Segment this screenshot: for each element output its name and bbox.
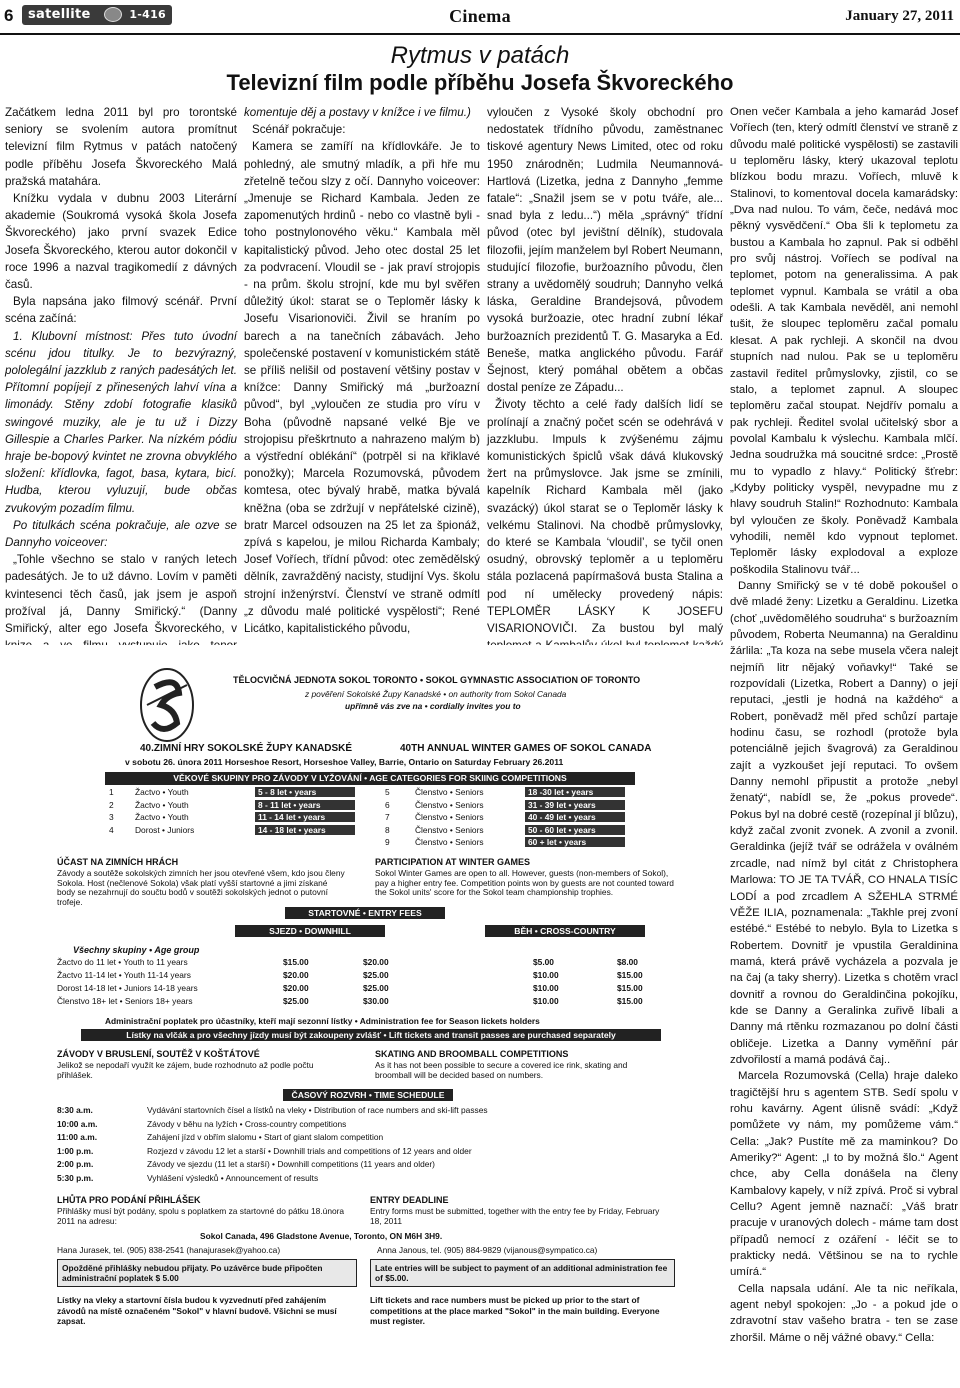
header-rule <box>0 33 960 35</box>
paragraph: Byla napsána jako filmový scénář. První scéna začíná: <box>5 295 237 326</box>
poster-event-when: v sobotu 26. února 2011 Horseshoe Resort, Horseshoe Valley, Barrie, Ontario on Saturday February 26.2011 <box>125 757 564 767</box>
skating-en-text: As it has not been possible to secure a covered ice rink, skating and broomball will be decided based on numbers. <box>375 1060 628 1080</box>
age-row-group: Členstvo • Seniors <box>415 837 484 847</box>
schedule-bar: ČASOVÝ ROZVRH • TIME SCHEDULE <box>283 1089 453 1101</box>
age-row-range: 40 - 49 let • years <box>525 812 625 822</box>
deadline-en-title: ENTRY DEADLINE <box>370 1195 449 1205</box>
schedule-event: Zahájení jízd v obřím slalomu • Start of giant slalom competition <box>147 1132 384 1142</box>
age-row-num: 6 <box>385 799 390 810</box>
section-title: Cinema <box>449 6 511 26</box>
paragraph: Začátkem ledna 2011 byl pro torontské seniory se svolením autora promítnut televizní film Rytmus v patách natočený podle příběhu Josefa Škvoreckého Malá pražská matahára. <box>5 106 237 188</box>
fee-row-amount: $15.00 <box>617 970 643 980</box>
fee-row-amount: $5.00 <box>533 957 554 967</box>
age-row-group: Žactvo • Youth <box>135 812 189 822</box>
issue-date: January 27, 2011 <box>845 8 954 24</box>
age-categories-bar: VĚKOVÉ SKUPINY PRO ZÁVODY V LYŽOVÁNÍ • AGE CATEGORIES FOR SKIING COMPETITIONS <box>105 772 635 785</box>
age-row-num: 1 <box>109 787 114 797</box>
schedule-event: Závody v běhu na lyžích • Cross-country competitions <box>147 1118 347 1129</box>
admin-fee: Administrační poplatek pro účastníky, kteří mají sezonní lístky • Administration fee for Season lickets holders <box>105 1016 540 1026</box>
age-row-range: 14 - 18 let • years <box>255 825 355 835</box>
paragraph: Knížku vydala v dubnu 2003 Literární akademie (Soukromá vysoká škola Josefa Škvoreckého) jako první svazek Edice Josefa Škvoreckého, kterou autor dokončil v roce 1996 a nazval tragikomedií z dávných časů. <box>5 192 237 292</box>
fee-table <box>57 957 677 1011</box>
age-row-num: 2 <box>109 799 114 810</box>
late-entry-en: Late entries will be subject to payment of an additional administration fee of $5.00. <box>375 1263 668 1283</box>
age-row-num: 9 <box>385 837 390 847</box>
schedule-time: 8:30 a.m. <box>57 1105 93 1115</box>
article-subtitle: Televizní film podle příběhu Josefa Škvoreckého <box>226 70 734 95</box>
schedule-table <box>57 1105 677 1189</box>
age-row-group: Žactvo • Youth <box>135 787 189 797</box>
paragraph: komentuje děj a postavy v knížce i ve filmu.) <box>244 106 471 119</box>
article-column-2 <box>244 104 480 637</box>
schedule-event: Vydávání startovních čísel a lístků na vleky • Distribution of race numbers and ski-lift passes <box>147 1105 488 1115</box>
lift-tickets-bar: Lístky na vlčák a pro všechny jízdy musí být zakoupeny zvlášť • Lift tickets and transit passes are purchased separately <box>81 1029 661 1041</box>
poster-event-en: 40TH ANNUAL WINTER GAMES OF SOKOL CANADA <box>400 743 652 754</box>
age-row-num: 8 <box>385 824 390 835</box>
participation-text: Sokol Winter Games are open to all. However, guests (non-members of Sokol), pay a higher entry fee. Competition points won by guests are not counted toward the Sokol units' score for the Sokol team championship trophies. <box>375 868 674 898</box>
ucast-text: Závody a soutěže sokolských zimních her jsou otevřené všem, kdo jsou členy Sokola. Host (nečlenové Sokola) však platí vyšší startovné a jimi získané body se nezahrnují do součtu bodů v soutěži sokolských jednot o putovní trofeje. <box>57 868 345 907</box>
fee-row-amount: $15.00 <box>617 983 643 993</box>
deadline-cz-title: LHŮTA PRO PODÁNÍ PŘIHLÁŠEK <box>57 1195 201 1205</box>
schedule-time: 5:30 p.m. <box>57 1172 94 1183</box>
contact-2: Anna Janous, tel. (905) 884-9829 (vijanous@sympatico.ca) <box>377 1245 598 1255</box>
bottom-note-cz: Lístky na vleky a startovní čísla budou k vyzvednutí před zahájením závodů na místě označeném "Sokol" v hlavní budově. Všichni se musí zapsat. <box>57 1295 337 1326</box>
fee-row-amount: $20.00 <box>283 970 309 980</box>
paragraph: „Tohle všechno se stalo v raných letech padesátých. Je to už dávno. Lovím v paměti kvintesenci těch časů, jak jsem je aspoň prožíval já, Danny Smiřický.“ (Danny Smiřický, alter ego Josefa Škvoreckého, v <box>5 553 237 636</box>
fee-row-amount: $10.00 <box>533 983 559 993</box>
page-number: 6 <box>4 6 14 25</box>
page-header <box>0 0 960 36</box>
paragraph: Onen večer Kambala a jeho kamarád Josef Voříech (ten, který odmítl členství ve straně z důvodu malé politické vyspělosti) se zastavili u teploměru lásky, který ukazoval teplotu blízkou bodu mrazu. Voříech, mluvě k Stalinovi, to komentoval docela kamarádsky: „Dva nad nulou. To vám, čeče, nedává moc pěkný vysvědčení.“ Oba šli k teplometu za bustou a Kambala ho zapnul. Pak si odběhl pro svůj nástroj. Voříech se podíval na teplomet, potom na generalissima. A pak teplomet vypnul. Kambala se vrátil a oba odešli. A tak Kambala nevěděl, ani nemohl tušit, že sloupec teploměru začal pomalu klesat. A pak rychleji. A skončil na dvou stupních nad nulou. Pak se u teploměru zastavil ředitel průmyslovky, zjistil, co se stalo, a teplomet zapnul. A sloupec teploměru začal stoupat. Nejdřív pomalu a pak rychleji. Ředitel svolal učitelský sbor a povolal Kambalu k výslechu. Kambala mlčí. Jedna soudružka má soucitné srdce: „Prostě mu to vypadlo z hlavy.“ Politický šťrebr: „Kdyby politicky vyspěl, nevypadne mu z hlavy soudruh Stalin!“ Rozhodnuto: Kambala byl vyloučen ze školy. Poněvadž Kambala vyhodili, neměl kdo vypnout teplomet. Teploměr lásky explodoval a exploze poškodila Stalinovu tvář... <box>730 106 958 576</box>
age-row-range: 31 - 39 let • years <box>525 800 625 810</box>
age-row-group: Dorost • Juniors <box>135 824 195 835</box>
cross-country-bar: BĚH • CROSS-COUNTRY <box>485 925 645 937</box>
logo-text: satellite <box>28 7 91 22</box>
bottom-note-en: Lift tickets and race numbers must be picked up prior to the start of competitions at the place marked "Sokol" in the main building. Everyone must register. <box>370 1295 660 1326</box>
age-row-range: 18 -30 let • years <box>525 787 625 797</box>
article-headline <box>0 42 960 96</box>
fee-row-label: Žactvo 11-14 let • Youth 11-14 years <box>57 970 191 980</box>
paragraph: Kamera se zamíří na křídlovkáře. Je to pohledný, ale smutný mladík, a při hře mu zřetelně tečou slzy z očí. Dannyho voiceover: „Jmenuje se Richard Kambala. Jeden ze zapomenutých hrdinů - nebo co vlastně byli - toho postnylonového věku.“ Kambala měl kapitalistický původ. Jeho otec dostal 25 let za podvracení. Vloudil se - jak praví strojopis - na prům. školu strojní, kde mu byl svěřen důležitý úkol: starat se o Teploměr lásky k Josefu Visarionoviči. Živil se hraním po barech a na tanečních zábavách. Jeho společenské postavení v komunistickém státě se příliš nelišil od postavení většiny postav v knížce: Danny Smiřický má „buržoazní původ“, byl „vyloučen ze studia pro víru v Boha (původně napsané velké Bje ve strojopisu přeškrtnuto a nahrazeno malým b) a výstřední oblékání“ (potrpěl si na křiklavé ponožky); Marcela Rozumovská, původem komtesa, otec bývalý hrabě, matka bývalá kněžna (oba se zdržují v nepřátelské cizině), bratr Marcel odsouzen na 25 let za špionáž, zpívá s kapelou, je milou Richarda Kambaly; Josef Voříech, třídní původ: otec zemědělský dělník, zavražděný nacisty, studijní Vys. školu strojní inženýrství. Členství ve straně odmítl „z důvodu malé politické vyspělosti“; René Licátko, kapitalistického původu, <box>244 140 480 636</box>
fee-row-amount: $30.00 <box>363 996 389 1006</box>
age-group-label: Všechny skupiny • Age group <box>73 945 200 955</box>
age-row-group: Členstvo • Seniors <box>415 787 484 797</box>
skating-cz-title: ZÁVODY V BRUSLENÍ, SOUTĚŽ V KOŠTÁTOVÉ <box>57 1049 260 1059</box>
age-table <box>105 787 635 851</box>
paragraph: 1. Klubovní místnost: Přes tuto úvodní scénu jdou titulky. Je to bezvýrazný, pololegální jazzklub z raných padesátých let. Přítomní popíjejí z přinesených lahví vína a limonády. Stěny zdobí fotografie klasiků swingové muziky, ale je tu už i Dizzy Gillespie a Charles Parker. Na nízkém pódiu hraje be-bopový kvintet ne zrovna obvyklého složení: křídlovka, fagot, basa, kytara, bicí. Hudba, kterou vyluzují, bude občas zvukovým pozadím filmu. <box>5 329 237 515</box>
fee-row-label: Žactvo do 11 let • Youth to 11 years <box>57 957 188 967</box>
schedule-event: Vyhlášení výsledků • Announcement of results <box>147 1172 319 1183</box>
fee-row-amount: $20.00 <box>363 957 389 967</box>
age-row-range: 60 + let • years <box>525 837 625 847</box>
article-title: Rytmus v patách <box>390 42 570 69</box>
age-row-range: 5 - 8 let • years <box>255 787 355 797</box>
deadline-en-text: Entry forms must be submitted, together with the entry fee by Friday, February 18, 2011 <box>370 1206 660 1226</box>
fee-row-label: Členstvo 18+ let • Seniors 18+ years <box>57 996 193 1006</box>
age-row-group: Žactvo • Youth <box>135 799 189 810</box>
downhill-bar: SJEZD • DOWNHILL <box>235 925 385 937</box>
participation-title: PARTICIPATION AT WINTER GAMES <box>375 857 530 867</box>
fee-row-label: Dorost 14-18 let • Juniors 14-18 years <box>57 983 198 993</box>
sokol-logo <box>137 665 197 745</box>
age-row-num: 4 <box>109 824 114 835</box>
fee-row-amount: $8.00 <box>617 957 638 967</box>
poster-event-cz: 40.ZIMNÍ HRY SOKOLSKÉ ŽUPY KANADSKÉ <box>140 743 353 754</box>
entry-fees-bar: STARTOVNÉ • ENTRY FEES <box>285 907 445 919</box>
article-column-4 <box>730 104 958 1346</box>
paragraph: Marcela Rozumovská (Cella) hraje daleko tragičtější hru s agentem STB. Sedí spolu v rohu kavárny. Agent úlisně svádí: „Když pomůžete vy nám, my pomůžeme vám.“ Cella: „Jak? Pustíte mě za maminkou? Do Ameriky?“ Agent: „I to by možná šlo.“ Agent chce, aby Cella donášela na členy Kambalovy kapely, v níž zpívá. Proč si vybral Cellu? Agent jemně naznačí: „Váš bratr pracuje v uranových dolech - máme tam dost případů nemocí z ozáření - léčit se to prakticky nedá. Většinou se na to rychle umírá.“ <box>730 1070 958 1279</box>
deadline-cz-text: Přihlášky musí být podány, spolu s poplatkem za startovné do pátku 18.února 2011 na adresu: <box>57 1206 345 1226</box>
logo-issue: 1-416 <box>129 8 166 21</box>
paragraph: Danny Smiřický se v té době pokoušel o dvě mladé ženy: Lizetku a Geraldinu. Lizetka (choť „uvědomělého soudruha“ s buržoazním původem, Roberta Neumanna) na Geraldinu žárlila: „Ta koza na sebe musela včera nalejt nejmíň litr nějaký voňavky!“ Také se rozpovídali (Lizetka, Robert a Danny) o její reputaci, „jestli je hodná na každého“ a Robert, poněvadž měl před schůzí partaje hodinu času, se rozhodl (protože byla potenciálně jejich švagrová) za Geraldinou zajít a vyzkoušet její reputaci. To ovšem Danny nemohl připustit a protože „nebyl ženatý“, nabídl se, že „pokus provede“. Pokus byl na dobré cestě (rozepínal jí blůzu), když začal zvonit zvonek. A zvonil a zvonil. Geraldinka (jejíž tvář se odrážela v oválném zrcadle, nad nímž byl citát z Christophera Marlowa: TO JE TA TVÁŘ, CO HNALA TISÍC LODÍ a pod zrcadlem A SŽEHLA STRMÉ VĚŽE ILIA, poznamenala: „Takhle prej zvoní estébé.“ Estébé to nebylo. Byla to Lizetka s Robertem. Dovnitř je vpustila Geraldinina mamá, která právě vycházela a pozvala je na čaj (a taky sherry). Lizetka s chotěm vracl dovnitř a rovnou do Geraldinčina pokojíku, kde se Danny a Geralinka zuřivě líbali a Danny má rtěnku rozmazanou po dolní části obličeje. Lizetka a Danny vyměňní pár zdvořilostí a mamá podává čaj.. <box>730 579 958 1066</box>
age-row-group: Členstvo • Seniors <box>415 824 484 835</box>
poster-org: TĚLOCVIČNÁ JEDNOTA SOKOL TORONTO • SOKOL GYMNASTIC ASSOCIATION OF TORONTO <box>233 675 641 685</box>
paragraph: vyloučen z Vysoké školy obchodní pro nedostatek třídního původu, zaměstnanec tiskové agentury News Limited, otec od roku 1950 znárodněn; Ludmila Neumannová-Hartlová (Lizetka, jedna z Dannyho „femme fatale“: „Snažil jsem se v potu tváře, ale... snad byla z ledu...“) měla „správný“ třídní původ (otec byl jevištní dělník), studovala filozofii, jejím manželem byl Robert Neumann, studující filozofie, buržoazního původu, člen strany a uvědomělý soudruh; Dannyho velká láska, Geraldine Brandejsová, původem vysoká buržoazie, otec hradní zubní lékař buržoazních prezidentů T. G. Masaryka a Ed. Beneše, matka anglického původu. Farář Šejnost, který pomáhal obětem a občas dostal peníze ze Západu... <box>487 106 723 395</box>
age-row-num: 5 <box>385 787 390 797</box>
schedule-event: Závody ve sjezdu (11 let a starší) • Downhill competitions (11 years and older) <box>147 1159 435 1169</box>
schedule-time: 2:00 p.m. <box>57 1159 94 1169</box>
fee-row-amount: $25.00 <box>363 983 389 993</box>
poster-org2: z pověření Sokolské Župy Kanadské • on authority from Sokol Canada <box>305 689 567 699</box>
fee-row-amount: $10.00 <box>533 970 559 980</box>
age-row-range: 11 - 14 let • years <box>255 812 355 822</box>
poster-address: Sokol Canada, 496 Gladstone Avenue, Toronto, ON M6H 3H9. <box>200 1231 443 1241</box>
schedule-time: 1:00 p.m. <box>57 1145 94 1156</box>
schedule-time: 11:00 a.m. <box>57 1132 98 1142</box>
age-row-range: 50 - 60 let • years <box>525 825 625 835</box>
event-poster <box>5 645 723 1385</box>
age-row-num: 7 <box>385 812 390 822</box>
late-entry-en-box <box>370 1259 675 1287</box>
fee-row-amount: $10.00 <box>533 996 559 1006</box>
fee-row-amount: $15.00 <box>617 996 643 1006</box>
fee-row-amount: $15.00 <box>283 957 309 967</box>
article-column-3 <box>487 104 723 672</box>
age-row-group: Členstvo • Seniors <box>415 812 484 822</box>
contact-1: Hana Jurasek, tel. (905) 838-2541 (hanajurasek@yahoo.ca) <box>57 1245 281 1255</box>
age-row-group: Členstvo • Seniors <box>415 799 484 810</box>
schedule-time: 10:00 a.m. <box>57 1118 98 1129</box>
article-column-1 <box>5 104 237 689</box>
ucast-title: ÚČAST NA ZIMNÍCH HRÁCH <box>57 857 179 867</box>
skating-en-title: SKATING AND BROOMBALL COMPETITIONS <box>375 1049 569 1059</box>
late-entry-cz: Opožděné přihlášky nebudou přijaty. Po uzávěrce bude připočten administrační poplatek $ 5.00 <box>62 1263 323 1283</box>
schedule-event: Rozjezd v závodu 12 let a starší • Downhill trials and competitions of 12 years and older <box>147 1145 472 1156</box>
paragraph: Scénář pokračuje: <box>252 123 346 137</box>
age-row-range: 8 - 11 let • years <box>255 800 355 810</box>
poster-invite: upřímně vás zve na • cordially invites you to <box>345 701 521 711</box>
fee-row-amount: $25.00 <box>283 996 309 1006</box>
fee-row-amount: $20.00 <box>283 983 309 993</box>
late-entry-cz-box <box>57 1259 357 1287</box>
fee-row-amount: $25.00 <box>363 970 389 980</box>
skating-cz-text: Jelikož se nepodaří využít ke zájem, bude rozhodnuto až podle počtu přihlášek. <box>57 1060 314 1080</box>
paragraph: Po titulkách scéna pokračuje, ale ozve se Dannyho voiceover: <box>5 518 237 550</box>
paragraph: Životy těchto a celé řady dalších lidí se prolínají a značný počet scén se odehrává v jazzklubu. Impuls k zvýšenému zájmu komunistických špiclů však dává klukovský žert na průmyslovce. Jak jsme se zmínili, kapelník Richard Kambala měl (jako svazácký) úkol starat se o Teploměr lásky k velkému Stalinovi. Na chodbě průmyslovky, do které se Kambala ‘vloudil’, se tyčil onen osudný, obrovský teploměr a u teploměru stála pozlacená papírmašová busta Stalina a pod ní umělecky provedený nápis: TEPLOMĚR LÁSKY K JOSEFU VISARIONOVIČI. Za bustou byl malý <box>487 398 723 636</box>
age-row-num: 3 <box>109 812 114 822</box>
paragraph: Cella napsala udání. Ale ta nic neříkala, agent nebyl spokojen: „Jo - a pokud jde o zdravotní stav vašeho bratra - ten se zase zhoršil. Máme o něj vážné obavy.“ Cella: <box>730 1282 958 1344</box>
